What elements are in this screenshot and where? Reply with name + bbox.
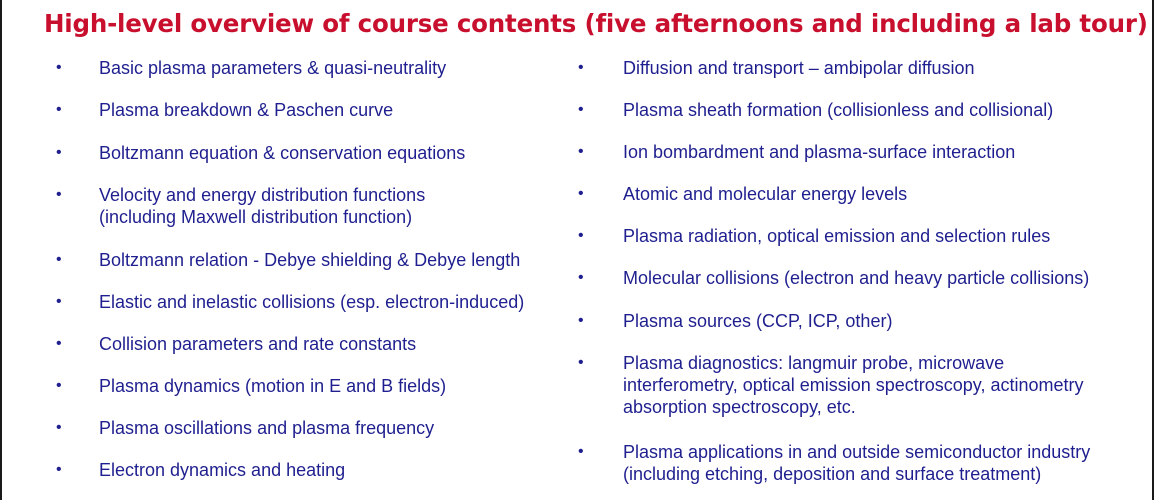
list-item-text: Molecular collisions (electron and heavy particle collisions) — [623, 268, 1090, 288]
list-item-text: Collision parameters and rate constants — [99, 334, 417, 354]
list-item-text: Plasma sheath formation (collisionless and collisional) — [623, 100, 1054, 120]
list-item-text: Atomic and molecular energy levels — [623, 184, 908, 204]
list-item-text: Plasma oscillations and plasma frequency — [99, 418, 435, 438]
list-item-text: Boltzmann relation - Debye shielding & Debye length — [99, 250, 521, 270]
bullet-icon: • — [56, 419, 62, 436]
bullet-icon: • — [578, 312, 584, 329]
list-item-text: Velocity and energy distribution functions (including Maxwell distribution function) — [99, 185, 426, 227]
list-item-text: Plasma breakdown & Paschen curve — [99, 100, 394, 120]
bullet-icon: • — [56, 59, 62, 76]
bullet-icon: • — [578, 185, 584, 202]
list-item-text: Elastic and inelastic collisions (esp. electron-induced) — [99, 292, 525, 312]
bullet-icon: • — [56, 144, 62, 161]
list-item-text: Diffusion and transport – ambipolar diffusion — [623, 58, 975, 78]
bullet-icon: • — [56, 293, 62, 310]
slide-title: High-level overview of course contents (five afternoons and including a lab tour) — [44, 9, 1148, 38]
list-item-text: Plasma sources (CCP, ICP, other) — [623, 311, 893, 331]
bullet-icon: • — [578, 59, 584, 76]
list-item-text: Basic plasma parameters & quasi-neutrality — [99, 58, 447, 78]
list-item-text: Plasma radiation, optical emission and selection rules — [623, 226, 1051, 246]
bullet-icon: • — [578, 143, 584, 160]
bullet-icon: • — [578, 354, 584, 371]
list-item-text: Ion bombardment and plasma-surface interaction — [623, 142, 1016, 162]
bullet-icon: • — [578, 227, 584, 244]
bullet-icon: • — [56, 186, 62, 203]
bullet-icon: • — [56, 377, 62, 394]
list-item-text: Plasma applications in and outside semiconductor industry (including etching, deposition and surface treatment) — [623, 442, 1091, 484]
list-item-text: Plasma diagnostics: langmuir probe, microwave interferometry, optical emission spectroscopy, actinometry absorption spectroscopy, etc. — [623, 353, 1084, 417]
list-item-text: Electron dynamics and heating — [99, 460, 346, 480]
bullet-icon: • — [578, 101, 584, 118]
list-item-text: Plasma dynamics (motion in E and B fields) — [99, 376, 447, 396]
bullet-icon: • — [56, 101, 62, 118]
bullet-icon: • — [578, 443, 584, 460]
bullet-icon: • — [56, 461, 62, 478]
bullet-icon: • — [56, 335, 62, 352]
list-item-text: Boltzmann equation & conservation equations — [99, 143, 466, 163]
bullet-icon: • — [578, 269, 584, 286]
bullet-icon: • — [56, 251, 62, 268]
